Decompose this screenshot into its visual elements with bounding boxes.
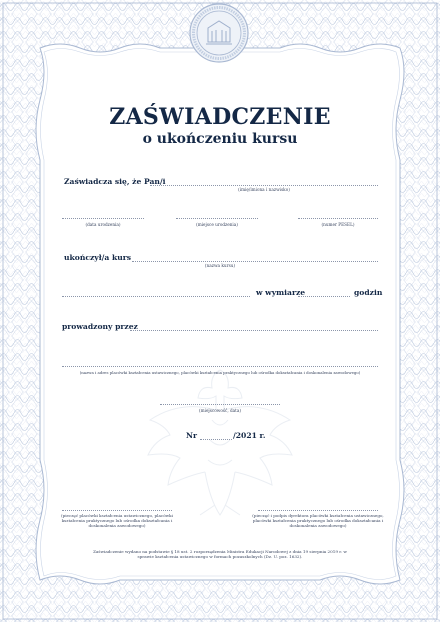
certificate-subtitle: o ukończeniu kursu (142, 131, 298, 147)
hours-suffix: godzin (354, 288, 383, 297)
stamp-left-caption: (pieczęć placówki kształcenia ustawicznego, placówki kształcenia praktycznego lub ośrodka dokształcania i doskonalenia zawodowego) (61, 513, 173, 528)
place-date-caption: (miejscowość, data) (199, 408, 241, 413)
legal-note: Zaświadczenie wydano na podstawie § 18 ust. 2 rozporządzenia Ministra Edukacji Narodowej z dnia 19 sierpnia 2019 r. w sprawie kształcenia ustawicznego w formach pozaszkolnych (Dz. U. poz. 1632). (93, 549, 347, 559)
pesel-line (298, 218, 378, 219)
institution-caption: (nazwa i adres placówki kształcenia ustawicznego, placówki kształcenia praktycznego lub ośrodka dokształcania i doskonalenia zawodowego) (79, 370, 361, 375)
completed-label: ukończył/a kurs (64, 253, 132, 262)
nr-label: Nr (186, 431, 197, 440)
certifies-label: Zaświadcza się, że Pan/i (64, 177, 166, 186)
name-caption: (imię/imiona i nazwisko) (238, 187, 290, 192)
seal-emblem-icon (188, 2, 250, 64)
hours-prefix: w wymiarze (256, 288, 306, 297)
birth-date-caption: (data urodzenia) (85, 222, 121, 227)
course-line (132, 261, 378, 262)
stamp-right-caption: (pieczęć i podpis dyrektora placówki kształcenia ustawicznego, placówki kształcenia praktycznego lub ośrodka dokształcania i doskonalenia zawodowego) (252, 513, 384, 528)
place-date-line (160, 404, 280, 405)
course-line-2 (62, 296, 250, 297)
hours-line (298, 296, 350, 297)
certificate-title: ZAŚWIADCZENIE (109, 104, 331, 130)
nr-line (200, 439, 232, 440)
birth-place-caption: (miejsce urodzenia) (196, 222, 238, 227)
institution-line-2 (62, 366, 378, 367)
conducted-label: prowadzony przez (62, 322, 138, 331)
birth-place-line (176, 218, 258, 219)
name-line (150, 185, 378, 186)
stamp-right-line (258, 510, 378, 511)
birth-date-line (62, 218, 144, 219)
pesel-caption: (numer PESEL) (321, 222, 355, 227)
course-caption: (nazwa kursu) (204, 263, 236, 268)
institution-line (130, 330, 378, 331)
stamp-left-line (62, 510, 172, 511)
year-text: /2021 r. (233, 431, 266, 440)
